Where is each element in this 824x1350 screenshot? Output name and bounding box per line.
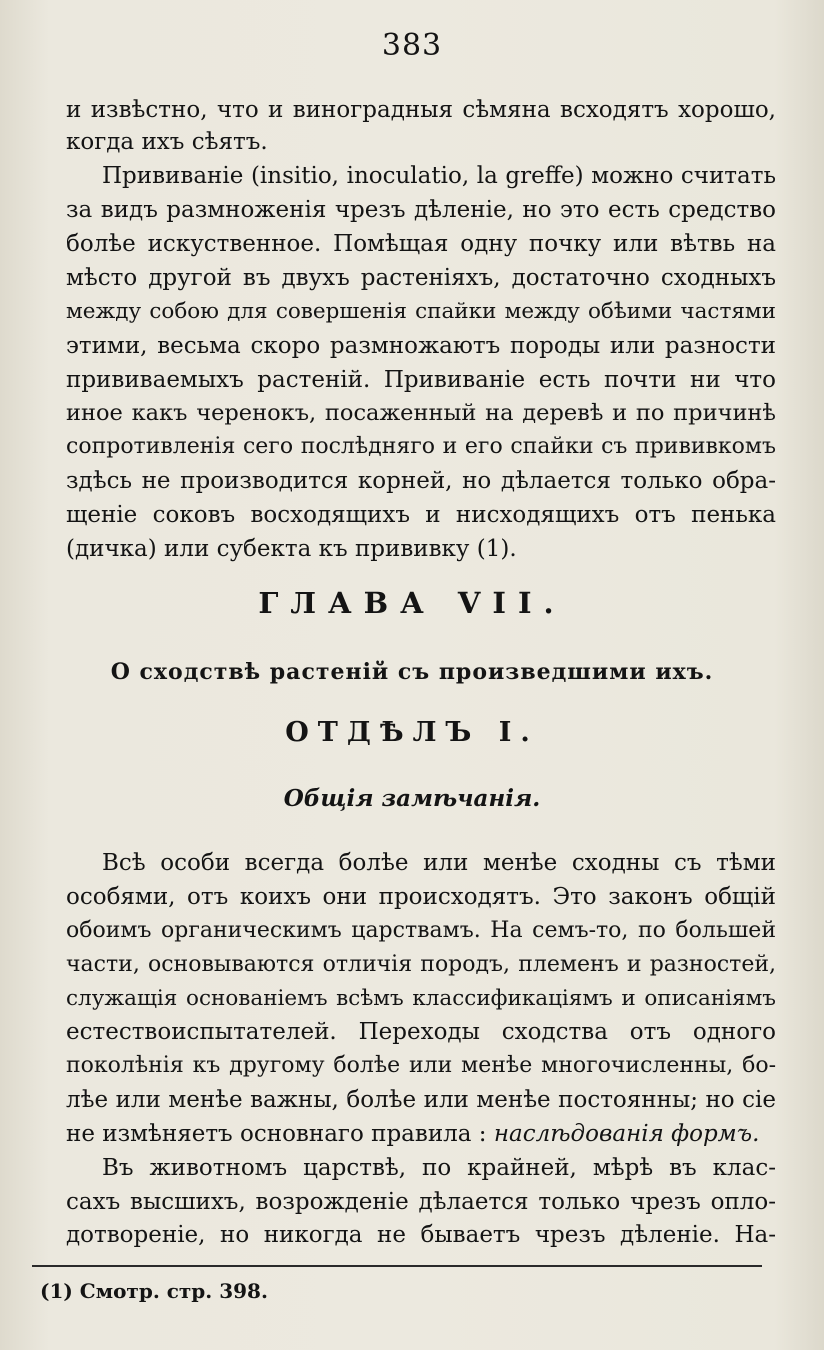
text-line: и извѣстно, что и виноградныя сѣмяна всходятъ хорошо, <box>66 97 776 123</box>
footnote-divider <box>32 1265 762 1267</box>
text-line: Прививаніе (insitio, inoculatio, la greffe) можно считать <box>102 163 776 189</box>
text-line: части, основываются отличія породъ, племенъ и разностей, <box>66 952 776 977</box>
text-line: Въ животномъ царствѣ, по крайней, мѣрѣ въ клас- <box>102 1155 776 1181</box>
text-line: этими, весьма скоро размножаютъ породы или разности <box>66 333 776 359</box>
text-line: между собою для совершенія спайки между обѣими частями <box>66 299 776 324</box>
footnote: (1) Смотр. стр. 398. <box>40 1279 268 1303</box>
text-line: Всѣ особи всегда болѣе или менѣе сходны съ тѣми <box>102 850 776 876</box>
text-line: сахъ высшихъ, возрожденіе дѣлается только чрезъ опло- <box>66 1189 776 1215</box>
chapter-subtitle: О сходствѣ растеній съ произведшими ихъ. <box>110 659 714 685</box>
text-line: (дичка) или субекта къ прививку (1). <box>66 536 517 562</box>
text-line <box>66 1118 759 1150</box>
text-line: за видъ размноженія чрезъ дѣленіе, но это есть средство <box>66 197 776 223</box>
text-line: естествоиспытателей. Переходы сходства отъ одного <box>66 1019 776 1045</box>
section-subtitle: Общія замѣчанія. <box>283 785 541 812</box>
text-line: поколѣнія къ другому болѣе или менѣе многочисленны, бо- <box>66 1053 776 1078</box>
text-line-italic: наслѣдованія формъ. <box>493 1121 760 1147</box>
section-title: ОТДѢЛЪ I. <box>285 717 539 748</box>
text-line: здѣсь не производится корней, но дѣлается только обра- <box>66 468 776 494</box>
text-line: иное какъ черенокъ, посаженный на деревѣ и по причинѣ <box>66 400 776 426</box>
text-line: мѣсто другой въ двухъ растеніяхъ, достаточно сходныхъ <box>66 265 776 291</box>
text-line: служащія основаніемъ всѣмъ классификаціямъ и описаніямъ <box>66 986 776 1011</box>
text-line-plain: не измѣняетъ основнаго правила : <box>66 1121 494 1147</box>
text-line: прививаемыхъ растеній. Прививаніе есть почти ни что <box>66 367 776 393</box>
text-line: когда ихъ сѣятъ. <box>66 129 268 155</box>
text-line: лѣе или менѣе важны, болѣе или менѣе постоянны; но сіе <box>66 1087 776 1113</box>
page-number: 383 <box>381 28 443 63</box>
text-line: болѣе искуственное. Помѣщая одну почку или вѣтвь на <box>66 231 776 257</box>
text-line: обоимъ органическимъ царствамъ. На семъ-то, по большей <box>66 918 776 943</box>
text-line: сопротивленія сего послѣдняго и его спайки съ прививкомъ <box>66 434 776 459</box>
text-line: особями, отъ коихъ они происходятъ. Это законъ общій <box>66 884 776 910</box>
chapter-title: ГЛАВА VII. <box>258 586 566 620</box>
text-line: щеніе соковъ восходящихъ и нисходящихъ отъ пенька <box>66 502 776 528</box>
text-line: дотвореніе, но никогда не бываетъ чрезъ дѣленіе. На- <box>66 1222 776 1248</box>
